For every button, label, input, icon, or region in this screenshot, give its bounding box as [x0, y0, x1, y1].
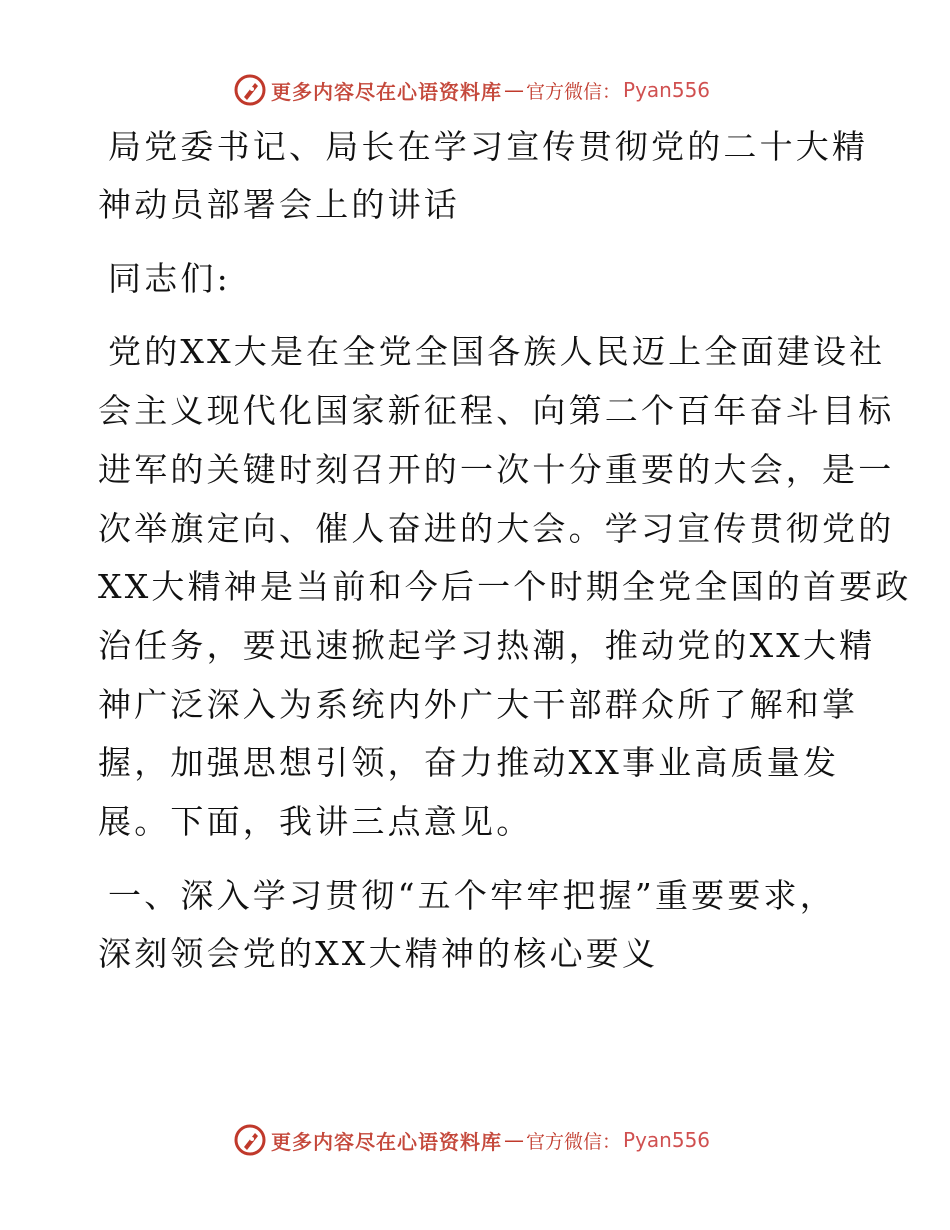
watermark-dash: — [504, 78, 524, 102]
section-heading-line-1: 一、深入学习贯彻“五个牢牢把握”重要要求， [108, 876, 836, 915]
section-heading-line-2: 深刻领会党的XX大精神的核心要义 [98, 934, 659, 973]
watermark-wechat-id: Pyan556 [623, 78, 711, 102]
pen-nib-circle-icon [233, 73, 267, 107]
watermark-text: 更多内容尽在心语资料库 [271, 1129, 502, 1154]
watermark-dash: — [504, 1128, 524, 1152]
footer-watermark [233, 1123, 710, 1157]
watermark-text: 更多内容尽在心语资料库 [271, 79, 502, 104]
paragraph-line: 握，加强思想引领，奋力推动XX事业高质量发 [98, 743, 840, 782]
document-title-line-1: 局党委书记、局长在学习宣传贯彻党的二十大精 [108, 127, 869, 166]
watermark-wechat-id: Pyan556 [623, 1128, 711, 1152]
watermark-wechat-label: 官方微信： [526, 80, 622, 103]
pen-nib-circle-icon [233, 1123, 267, 1157]
greeting: 同志们: [108, 259, 231, 298]
document-title-line-2: 神动员部署会上的讲话 [98, 185, 460, 224]
paragraph-line: 神广泛深入为系统内外广大干部群众所了解和掌 [98, 685, 859, 724]
paragraph-line: 进军的关键时刻召开的一次十分重要的大会，是一 [98, 450, 895, 489]
paragraph-line: XX大精神是当前和今后一个时期全党全国的首要政 [98, 567, 912, 606]
paragraph-line: 治任务，要迅速掀起学习热潮，推动党的XX大精 [98, 626, 876, 665]
header-watermark [233, 73, 710, 107]
paragraph-line: 会主义现代化国家新征程、向第二个百年奋斗目标 [98, 391, 895, 430]
paragraph-line: 展。下面，我讲三点意见。 [98, 802, 533, 841]
paragraph-line: 党的XX大是在全党全国各族人民迈上全面建设社 [108, 332, 886, 371]
paragraph-line: 次举旗定向、催人奋进的大会。学习宣传贯彻党的 [98, 509, 895, 548]
watermark-wechat-label: 官方微信： [526, 1130, 622, 1153]
